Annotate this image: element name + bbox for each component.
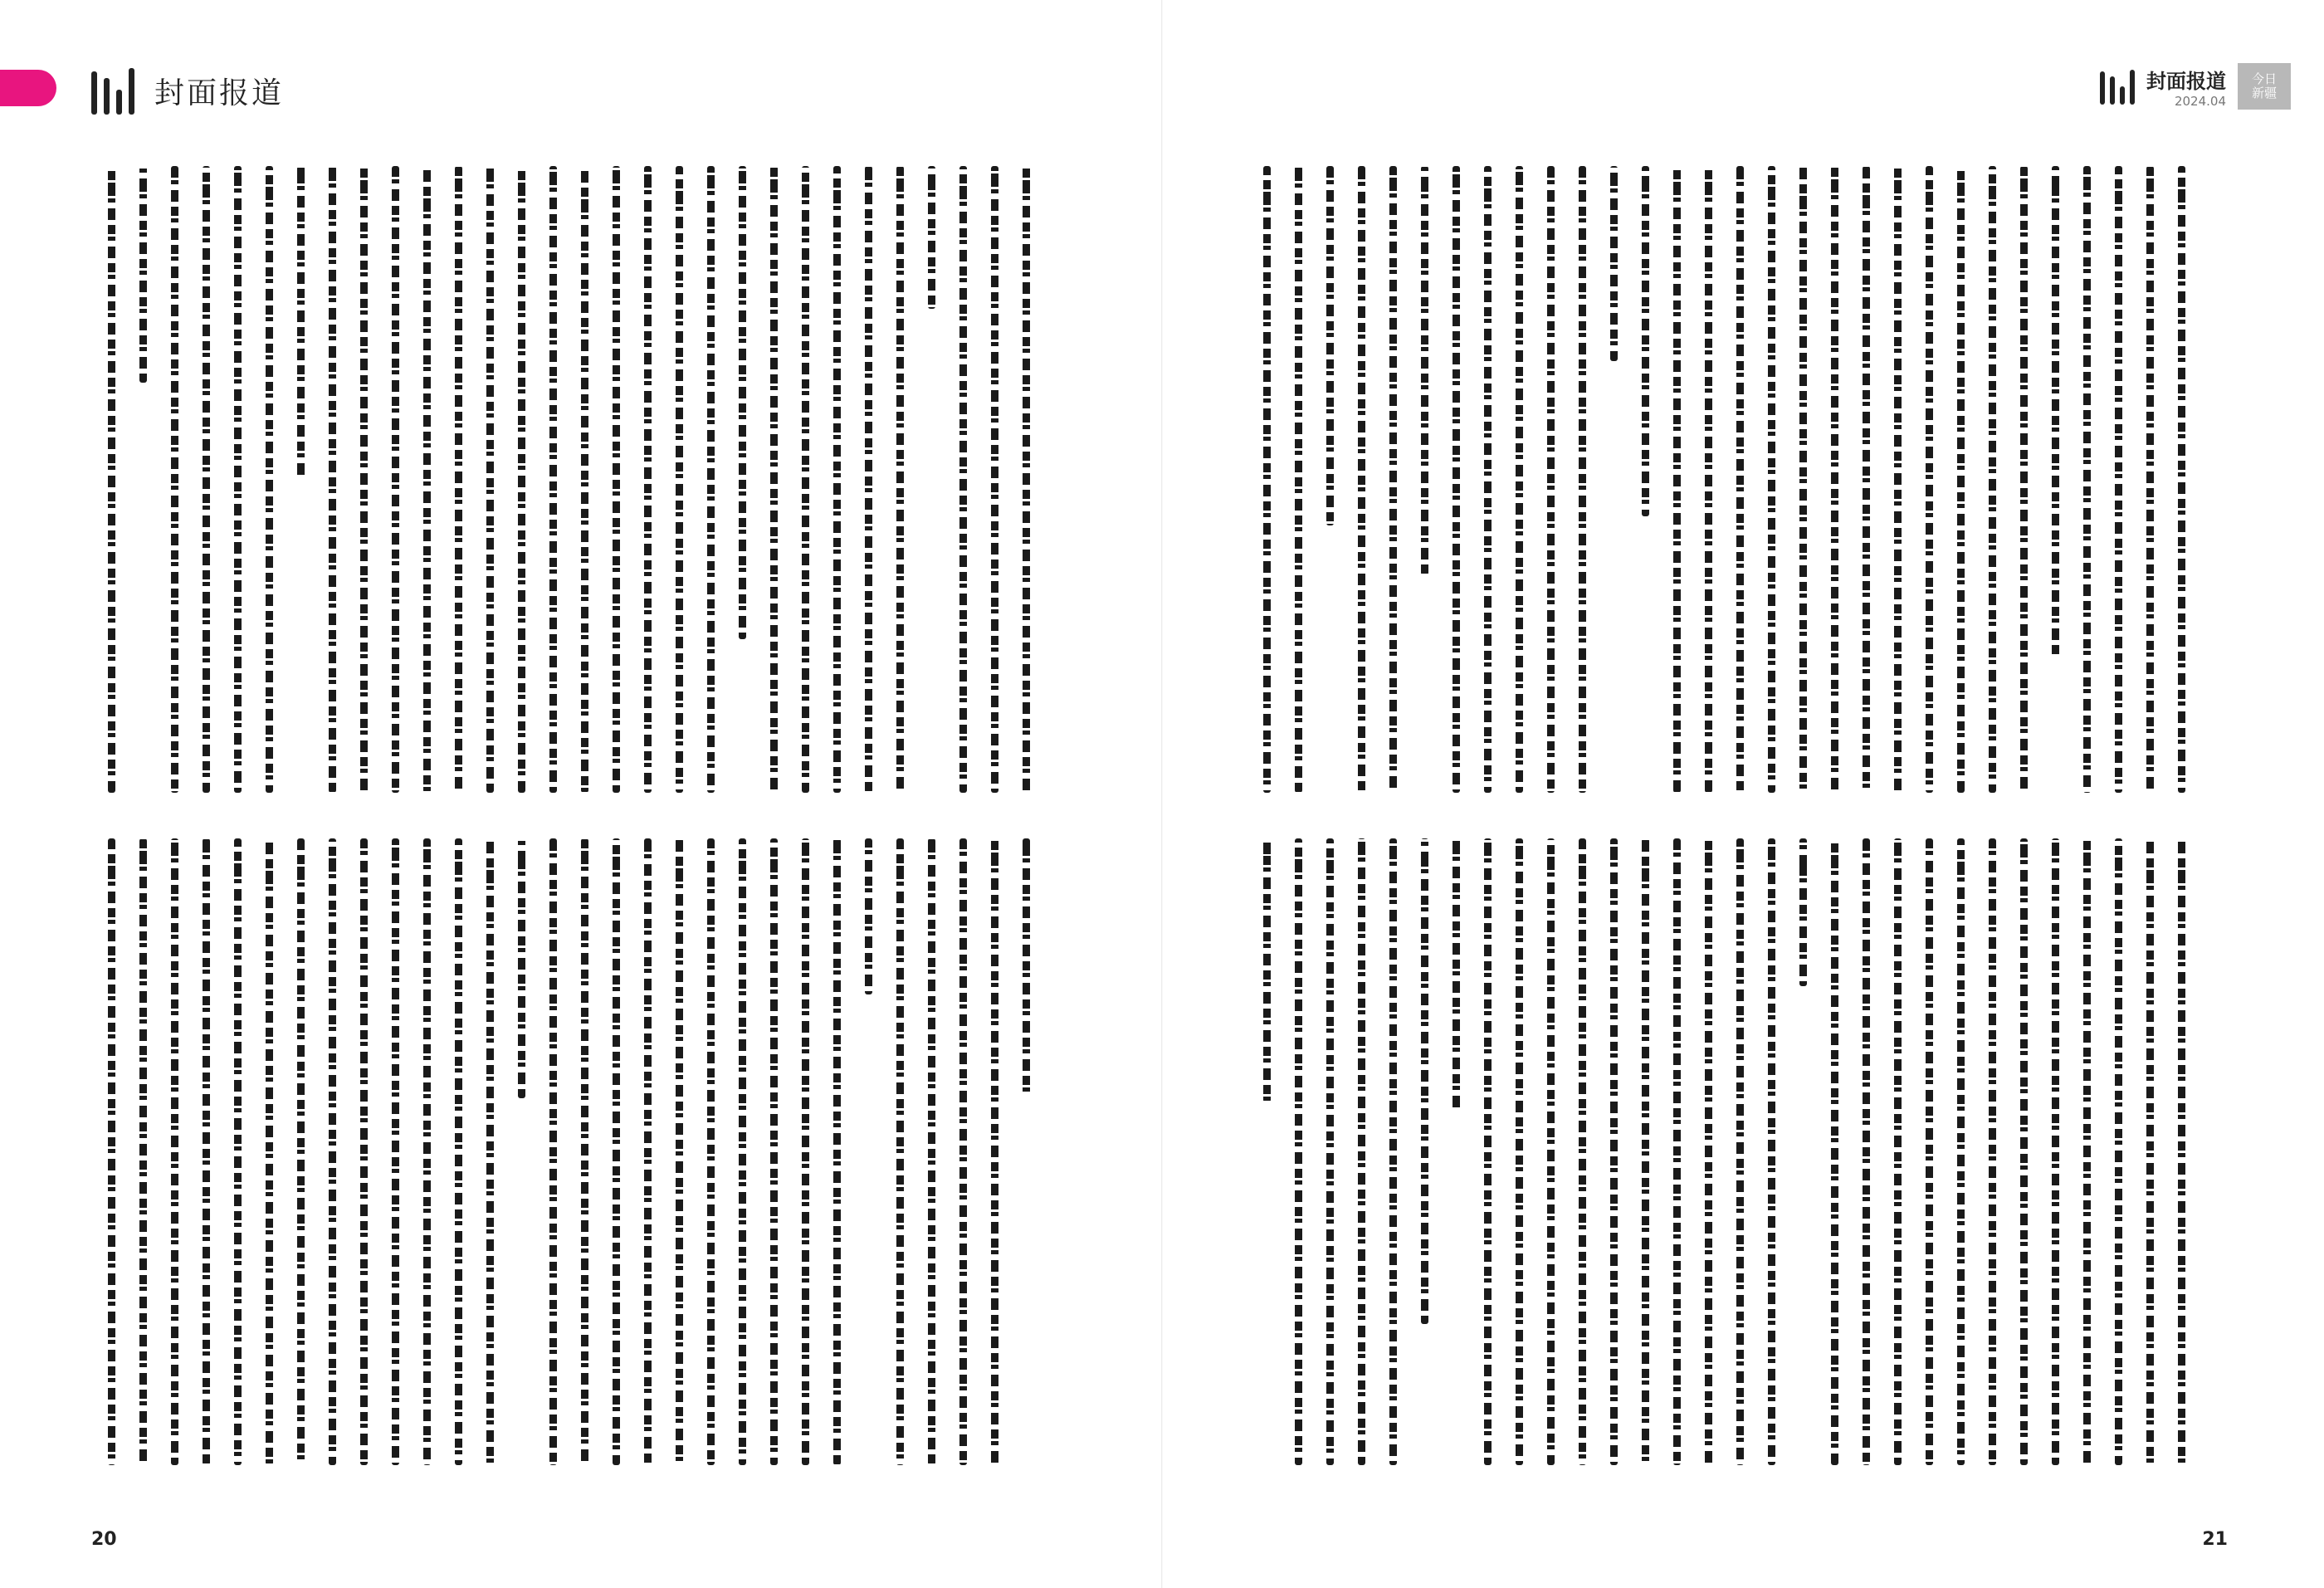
text-line — [739, 166, 746, 639]
text-line — [833, 166, 841, 793]
text-line — [1673, 838, 1681, 1465]
text-line — [108, 838, 115, 1465]
text-line — [423, 166, 431, 793]
text-line — [1863, 838, 1870, 1465]
text-line — [1452, 166, 1460, 793]
text-line — [203, 838, 210, 1465]
text-line — [1421, 166, 1428, 575]
left-page-upper-text — [98, 166, 1069, 793]
text-line — [1484, 838, 1492, 1465]
text-line — [928, 838, 935, 1465]
text-line — [2146, 838, 2154, 1465]
text-line — [234, 166, 242, 793]
text-line — [1673, 166, 1681, 793]
text-line — [1831, 166, 1838, 793]
text-line — [1579, 838, 1586, 1465]
text-line — [329, 166, 336, 793]
text-line — [676, 166, 683, 793]
text-line — [991, 838, 998, 1465]
text-line — [707, 838, 715, 1465]
text-line — [802, 838, 809, 1465]
text-line — [2083, 166, 2091, 793]
text-line — [1263, 838, 1271, 1102]
text-line — [2020, 838, 2028, 1465]
text-line — [1957, 838, 1965, 1465]
text-line — [486, 838, 494, 1465]
text-line — [1358, 838, 1365, 1465]
text-line — [2115, 166, 2122, 793]
text-line — [1547, 166, 1555, 793]
text-line — [1023, 838, 1030, 1097]
text-line — [1799, 838, 1807, 986]
text-line — [1799, 166, 1807, 793]
text-line — [1579, 166, 1586, 793]
text-line — [1957, 166, 1965, 793]
text-line — [171, 838, 178, 1465]
text-line — [2178, 166, 2185, 793]
text-line — [2178, 838, 2185, 1465]
section-tab — [0, 70, 56, 106]
text-line — [203, 166, 210, 793]
text-line — [1894, 166, 1902, 793]
text-line — [896, 838, 904, 1465]
right-page-upper-text — [1253, 166, 2224, 793]
text-line — [1326, 166, 1334, 525]
text-line — [2052, 166, 2059, 657]
text-line — [455, 166, 462, 793]
text-lines — [98, 166, 1069, 793]
text-line — [1389, 166, 1397, 793]
page-gutter — [1161, 0, 1163, 1588]
text-line — [833, 838, 841, 1465]
text-line — [392, 166, 399, 793]
page-number-right: 21 — [2202, 1529, 2228, 1550]
text-line — [1452, 838, 1460, 1110]
text-line — [139, 838, 147, 1465]
text-lines — [1253, 166, 2224, 793]
text-line — [360, 166, 368, 793]
text-line — [959, 166, 967, 793]
left-page-lower-text — [98, 838, 1069, 1465]
text-line — [1516, 166, 1523, 793]
magazine-section-title: 封面报道 — [2146, 69, 2226, 93]
text-line — [707, 166, 715, 793]
text-line — [1389, 838, 1397, 1465]
text-line — [297, 166, 305, 478]
text-line — [1610, 838, 1618, 1465]
mongolian-title-icon — [91, 66, 134, 115]
text-line — [1736, 166, 1744, 793]
text-line — [1484, 166, 1492, 793]
text-line — [1863, 166, 1870, 793]
text-line — [1768, 166, 1775, 793]
text-line — [1926, 166, 1933, 793]
right-page-header — [2100, 63, 2291, 110]
text-line — [802, 166, 809, 793]
logo-text: 今日 新疆 — [2251, 71, 2277, 100]
text-line — [1894, 838, 1902, 1465]
text-line — [1547, 838, 1555, 1465]
text-line — [266, 166, 273, 793]
magazine-logo — [2238, 63, 2291, 110]
text-line — [739, 838, 746, 1465]
text-line — [1516, 838, 1523, 1465]
text-line — [991, 166, 998, 793]
text-line — [1642, 838, 1649, 1465]
text-line — [297, 838, 305, 1465]
text-line — [1705, 166, 1712, 793]
text-line — [581, 838, 588, 1465]
text-line — [1736, 838, 1744, 1465]
text-line — [1831, 838, 1838, 1465]
text-line — [2020, 166, 2028, 793]
text-line — [2052, 838, 2059, 1465]
text-line — [549, 166, 557, 793]
text-line — [644, 166, 652, 793]
text-line — [613, 838, 620, 1465]
text-line — [2083, 838, 2091, 1465]
text-line — [644, 838, 652, 1465]
text-line — [518, 838, 525, 1098]
text-line — [1989, 166, 1996, 793]
text-line — [865, 838, 872, 994]
text-line — [139, 166, 147, 383]
text-line — [1705, 838, 1712, 1465]
text-line — [959, 838, 967, 1465]
text-line — [1263, 166, 1271, 793]
issue-number: 2024.04 — [2174, 93, 2226, 109]
text-line — [423, 838, 431, 1465]
text-line — [1926, 838, 1933, 1465]
text-line — [486, 166, 494, 793]
text-line — [2146, 166, 2154, 793]
text-line — [1989, 838, 1996, 1465]
text-line — [1768, 838, 1775, 1465]
text-line — [1642, 166, 1649, 516]
text-lines — [1253, 838, 2224, 1465]
text-line — [2115, 838, 2122, 1465]
text-line — [1358, 166, 1365, 793]
text-line — [770, 838, 778, 1465]
text-line — [171, 166, 178, 793]
text-line — [581, 166, 588, 793]
text-line — [518, 166, 525, 793]
text-line — [1326, 838, 1334, 1465]
right-page-lower-text — [1253, 838, 2224, 1465]
text-line — [266, 838, 273, 1465]
text-line — [1610, 166, 1618, 361]
text-line — [865, 166, 872, 793]
text-line — [770, 166, 778, 793]
text-line — [549, 838, 557, 1465]
section-title: 封面报道 — [154, 76, 285, 110]
text-line — [896, 166, 904, 793]
text-line — [360, 838, 368, 1465]
text-line — [329, 838, 336, 1465]
text-line — [1023, 166, 1030, 793]
text-line — [676, 838, 683, 1465]
text-line — [455, 838, 462, 1465]
left-page-header — [91, 61, 284, 120]
mongolian-title-icon — [2100, 68, 2135, 105]
text-line — [1295, 166, 1302, 793]
text-line — [392, 838, 399, 1465]
text-line — [1295, 838, 1302, 1465]
text-line — [108, 166, 115, 793]
text-line — [1421, 838, 1428, 1324]
text-lines — [98, 838, 1069, 1465]
page-number-left: 20 — [91, 1529, 117, 1550]
text-line — [928, 166, 935, 309]
text-line — [234, 838, 242, 1465]
text-line — [613, 166, 620, 793]
